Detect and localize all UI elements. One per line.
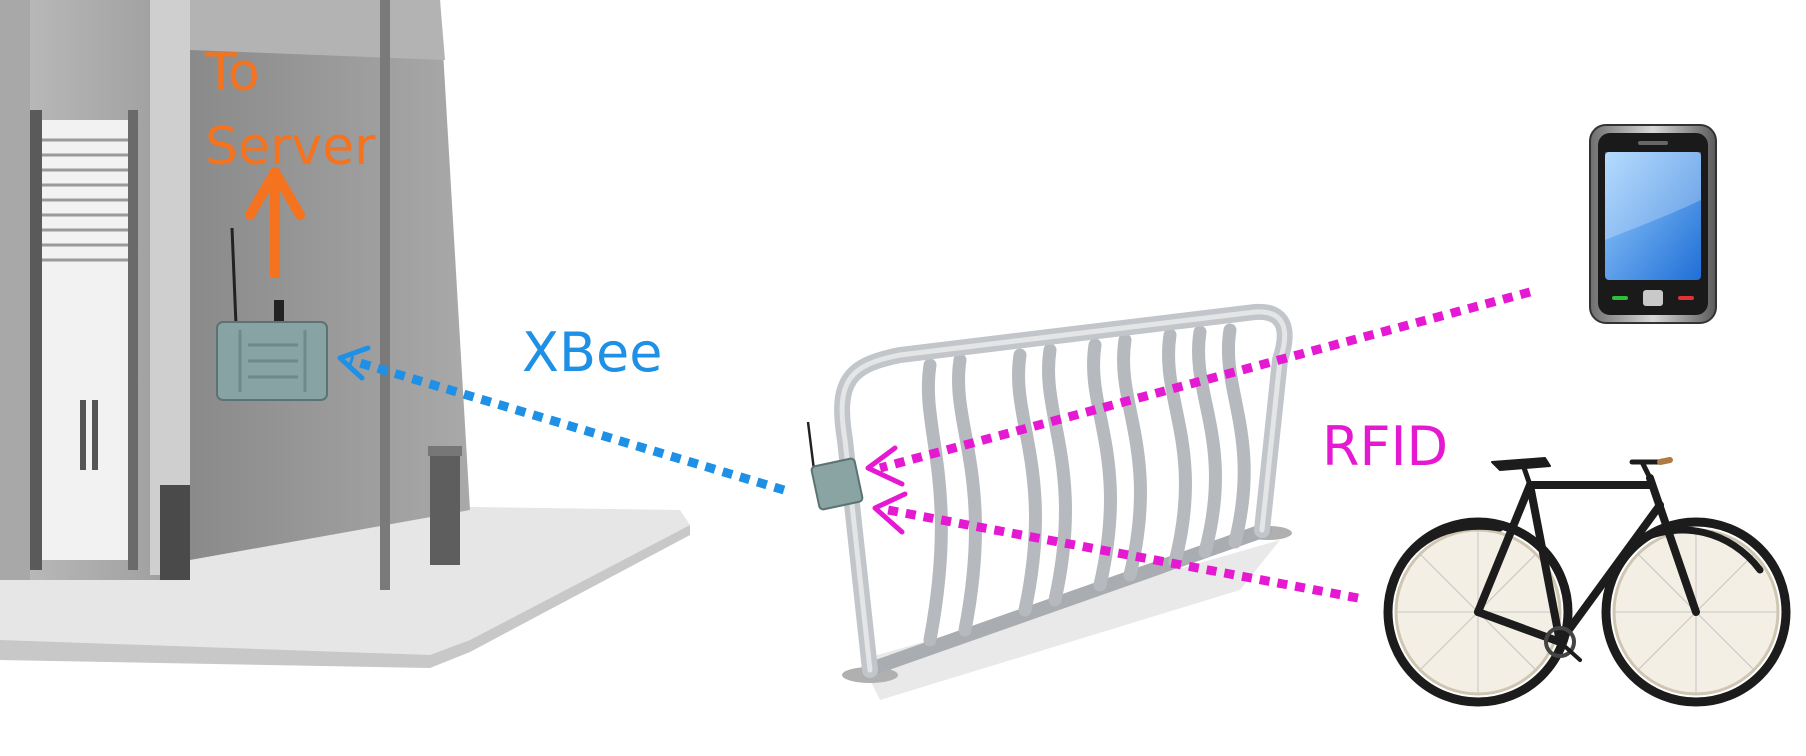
rfid-label: RFID (1322, 415, 1449, 478)
bicycle-icon (1388, 458, 1786, 702)
to-server-label (205, 36, 376, 184)
to-server-line1: To (205, 43, 260, 103)
to-server-line2: Server (205, 117, 376, 177)
rfid-reader-icon (808, 422, 863, 510)
xbee-label: XBee (522, 321, 663, 384)
smartphone-icon (1590, 125, 1716, 323)
